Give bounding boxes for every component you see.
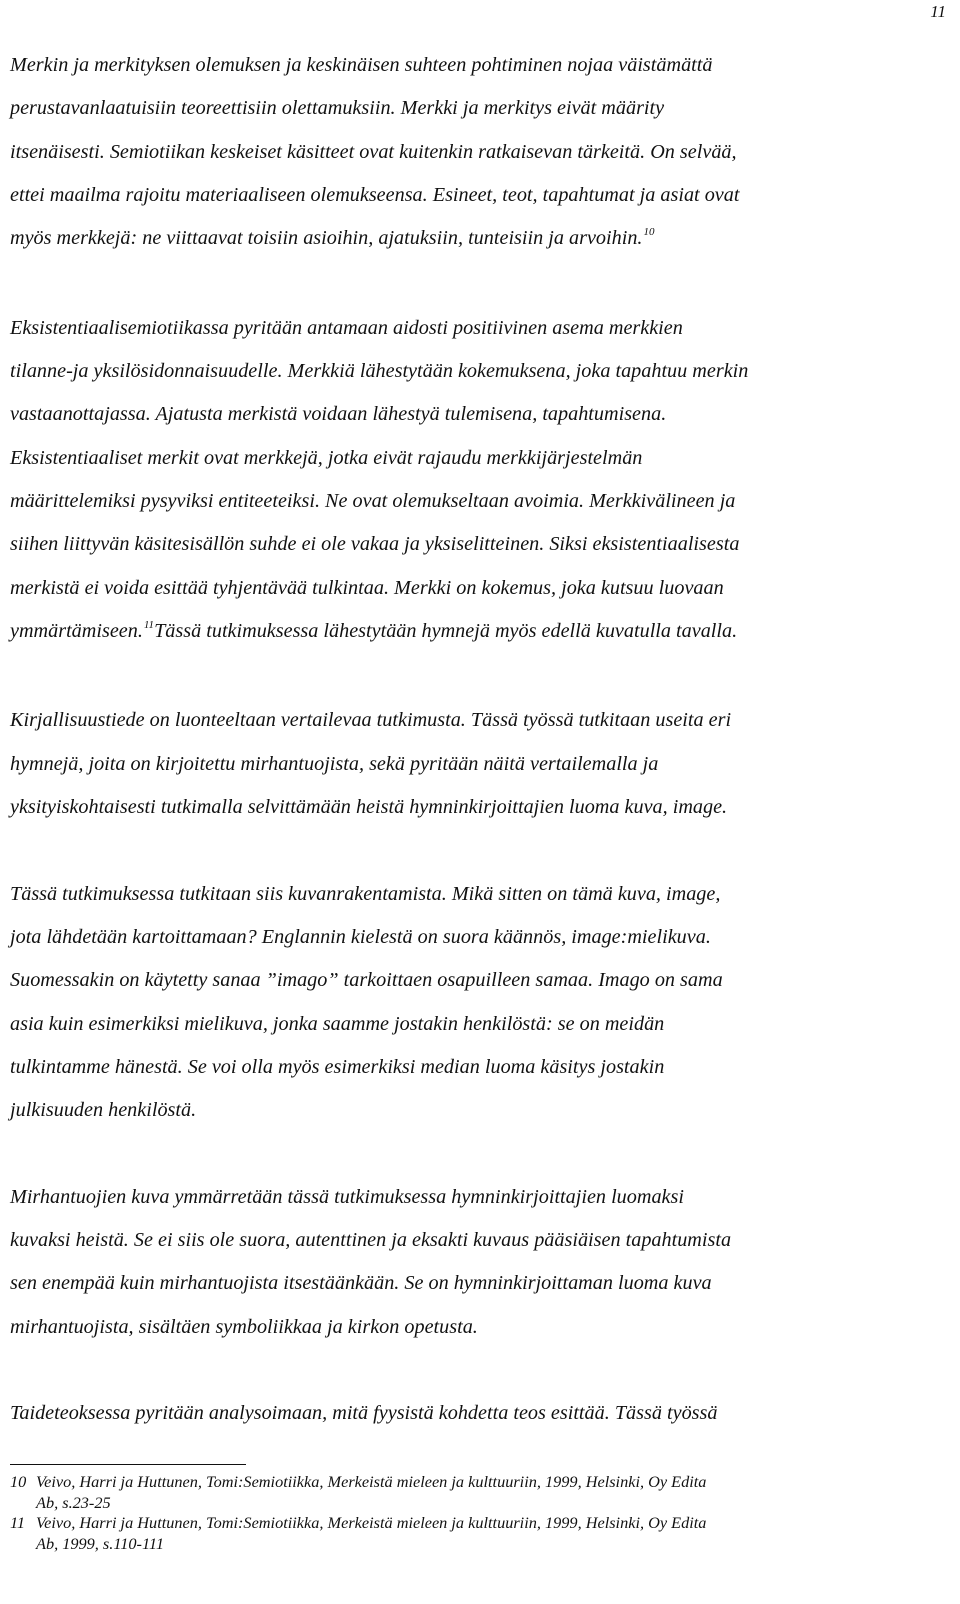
text-line: merkistä ei voida esittää tyhjentävää tulkintaa. Merkki on kokemus, joka kutsuu luovaan: [10, 576, 724, 599]
text-line-content: ymmärtämiseen.: [10, 619, 143, 642]
text-line: Eksistentiaaliset merkit ovat merkkejä, jotka eivät rajaudu merkkijärjestelmän: [10, 446, 643, 469]
paragraph-1: [10, 44, 940, 263]
text-line: sen enempää kuin mirhantuojista itsestäänkään. Se on hymninkirjoittaman luoma kuva: [10, 1272, 712, 1295]
text-line: itsenäisesti. Semiotiikan keskeiset käsitteet ovat kuitenkin ratkaisevan tärkeitä. On selvää,: [10, 140, 737, 163]
text-line: Tässä tutkimuksessa tutkitaan siis kuvanrakentamista. Mikä sitten on tämä kuva, image,: [10, 882, 721, 905]
paragraph-3: [10, 699, 940, 829]
text-line: mirhantuojista, sisältäen symboliikkaa ja kirkon opetusta.: [10, 1315, 478, 1338]
text-line: ettei maailma rajoitu materiaaliseen olemukseensa. Esineet, teot, tapahtumat ja asiat ovat: [10, 183, 740, 206]
text-line: yksityiskohtaisesti tutkimalla selvittämään heistä hymninkirjoittajien luoma kuva, image.: [10, 796, 728, 819]
text-line: perustavanlaatuisiin teoreettisiin olettamuksiin. Merkki ja merkitys eivät määrity: [10, 97, 665, 120]
page-number: 11: [930, 2, 946, 21]
paragraph-6: [10, 1392, 940, 1435]
text-line: kuvaksi heistä. Se ei siis ole suora, autenttinen ja eksakti kuvaus pääsiäisen tapahtumista: [10, 1229, 732, 1252]
text-line: asia kuin esimerkiksi mielikuva, jonka saamme jostakin henkilöstä: se on meidän: [10, 1012, 665, 1035]
footnote-line: [10, 1472, 940, 1493]
text-line-content: Tässä tutkimuksessa lähestytään hymnejä myös edellä kuvatulla tavalla.: [154, 619, 738, 642]
text-line: [10, 217, 940, 263]
paragraph-4: [10, 873, 940, 1133]
paragraph-2: [10, 307, 940, 656]
text-line: siihen liittyvän käsitesisällön suhde ei ole vakaa ja yksiselitteinen. Siksi eksistentiaalisesta: [10, 533, 740, 556]
body-text: [10, 44, 940, 1436]
footnote-text: Ab, 1999, s.110-111: [36, 1533, 164, 1553]
text-line: hymnejä, joita on kirjoitettu mirhantuojista, sekä pyritään näitä vertailemalla ja: [10, 752, 659, 775]
text-line: julkisuuden henkilöstä.: [10, 1099, 197, 1122]
footnote-10: [10, 1472, 940, 1513]
text-line: Suomessakin on käytetty sanaa ”imago” tarkoittaen osapuilleen samaa. Imago on sama: [10, 969, 723, 992]
footnote-text: Ab, s.23-25: [36, 1492, 111, 1512]
footnote-number: 11: [10, 1513, 26, 1532]
footnote-number: 10: [10, 1472, 27, 1491]
paragraph-5: [10, 1176, 940, 1349]
footnote-11: [10, 1513, 940, 1554]
text-line: Merkin ja merkityksen olemuksen ja keskinäisen suhteen pohtiminen nojaa väistämättä: [10, 54, 713, 76]
footnote-ref-11[interactable]: 11: [143, 618, 155, 631]
text-line: vastaanottajassa. Ajatusta merkistä voidaan lähestyä tulemisena, tapahtumisena.: [10, 403, 667, 426]
text-line: Kirjallisuustiede on luonteeltaan vertailevaa tutkimusta. Tässä työssä tutkitaan useita eri: [10, 709, 732, 732]
text-line: Mirhantuojien kuva ymmärretään tässä tutkimuksessa hymninkirjoittajien luomaksi: [10, 1185, 684, 1208]
text-line: jota lähdetään kartoittamaan? Englannin kielestä on suora käännös, image:mielikuva.: [10, 925, 711, 948]
footnote-text: Veivo, Harri ja Huttunen, Tomi:Semiotiikka, Merkeistä mieleen ja kulttuuriin, 1999, Helsinki, Oy Edita: [36, 1513, 707, 1532]
text-line: Taideteoksessa pyritään analysoimaan, mitä fyysistä kohdetta teos esittää. Tässä työssä: [10, 1402, 718, 1425]
text-line: [10, 610, 940, 656]
text-line: tulkintamme hänestä. Se voi olla myös esimerkiksi median luoma käsitys jostakin: [10, 1055, 665, 1078]
text-line-content: myös merkkejä: ne viittaavat toisiin asioihin, ajatuksiin, tunteisiin ja arvoihin.: [10, 227, 643, 250]
footnote-text: Veivo, Harri ja Huttunen, Tomi:Semiotiikka, Merkeistä mieleen ja kulttuuriin, 1999, Helsinki, Oy Edita: [36, 1472, 707, 1491]
text-line: määrittelemiksi pysyviksi entiteeteiksi. Ne ovat olemukseltaan avoimia. Merkkivälineen ja: [10, 489, 736, 512]
text-line: Eksistentiaalisemiotiikassa pyritään antamaan aidosti positiivinen asema merkkien: [10, 316, 683, 339]
footnote-line: [10, 1513, 940, 1534]
text-line: tilanne-ja yksilösidonnaisuudelle. Merkkiä lähestytään kokemuksena, joka tapahtuu merkin: [10, 360, 749, 383]
footnote-separator: [10, 1464, 246, 1465]
footnote-ref-10[interactable]: 10: [643, 226, 655, 239]
footnotes: [10, 1472, 940, 1554]
